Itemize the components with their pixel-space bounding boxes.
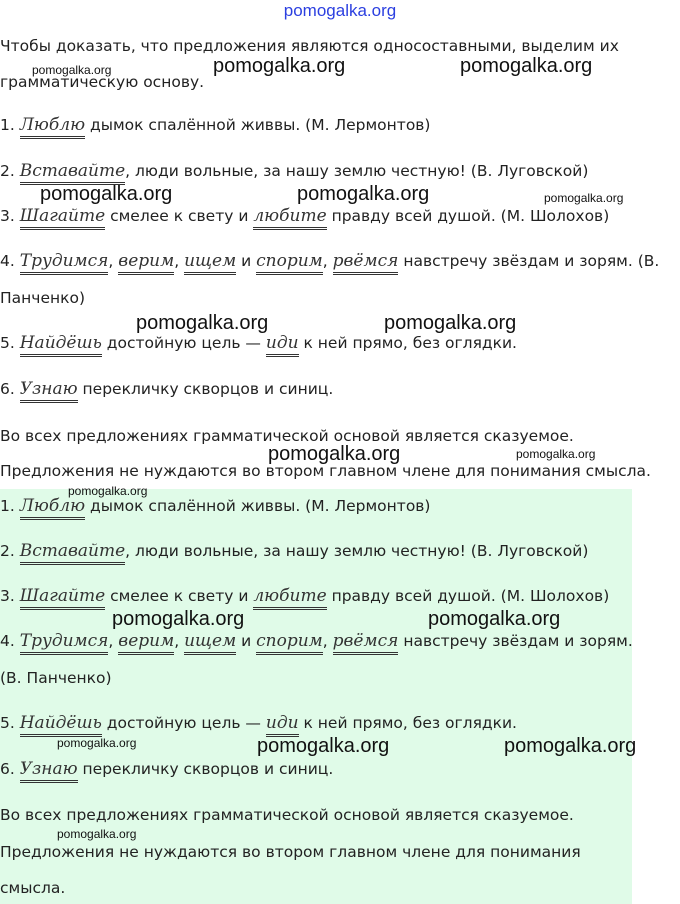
predicate: Трудимся: [20, 251, 109, 275]
comma: ,: [174, 252, 180, 270]
sentence-number: 3.: [0, 207, 15, 225]
watermark: pomogalka.org: [268, 443, 401, 465]
predicate: иди: [266, 713, 299, 737]
watermark: pomogalka.org: [460, 55, 593, 77]
predicate: Найдёшь: [20, 333, 102, 357]
predicate: любите: [253, 586, 326, 610]
predicate: рвёмся: [333, 631, 399, 655]
answer-sentence-5: [0, 713, 517, 733]
watermark: pomogalka.org: [112, 608, 245, 630]
answer-conclusion-line-1: Во всех предложениях грамматической основой является сказуемое.: [0, 806, 574, 824]
watermark: pomogalka.org: [516, 447, 596, 461]
comma: ,: [322, 632, 328, 650]
comma: ,: [174, 632, 180, 650]
sentence-text: к ней прямо, без оглядки.: [303, 714, 517, 732]
comma: ,: [322, 252, 328, 270]
sentence-text: смелее к свету и: [110, 587, 249, 605]
watermark: pomogalka.org: [257, 735, 390, 757]
answer-conclusion-line-2: Предложения не нуждаются во втором главном члене для понимания: [0, 843, 581, 861]
predicate: Узнаю: [20, 759, 78, 783]
sentence-text: достойную цель —: [106, 714, 261, 732]
intro-line-1: Чтобы доказать, что предложения являются односоставными, выделим их: [0, 37, 619, 55]
predicate: Люблю: [20, 496, 85, 520]
sentence-number: 5.: [0, 334, 15, 352]
predicate: Шагайте: [20, 586, 105, 610]
predicate: ищем: [184, 251, 236, 275]
predicate: Вставайте: [20, 161, 125, 185]
answer-sentence-6: [0, 759, 333, 779]
predicate: рвёмся: [333, 251, 399, 275]
sentence-2: [0, 161, 588, 181]
answer-sentence-1: [0, 496, 430, 516]
predicate: любите: [253, 206, 326, 230]
sentence-3: [0, 206, 609, 226]
sentence-number: 5.: [0, 714, 15, 732]
site-header[interactable]: pomogalka.org: [283, 1, 397, 20]
watermark: pomogalka.org: [213, 55, 346, 77]
watermark: pomogalka.org: [504, 735, 637, 757]
sentence-4-continuation: Панченко): [0, 289, 86, 307]
sentence-text: правду всей душой. (М. Шолохов): [331, 587, 610, 605]
comma: ,: [108, 632, 114, 650]
watermark: pomogalka.org: [297, 183, 430, 205]
conclusion-line-2: Предложения не нуждаются во втором главном члене для понимания смысла.: [0, 462, 651, 480]
sentence-text: , люди вольные, за нашу землю честную! (В. Луговской): [125, 162, 589, 180]
sentence-text: навстречу звёздам и зорям. (В.: [403, 252, 660, 270]
sentence-number: 2.: [0, 162, 15, 180]
answer-conclusion-line-3: смысла.: [0, 879, 66, 897]
sentence-5: [0, 333, 517, 353]
watermark: pomogalka.org: [428, 608, 561, 630]
answer-sentence-4: [0, 631, 633, 651]
sentence-number: 1.: [0, 497, 15, 515]
sentence-4: [0, 251, 659, 271]
sentence-number: 1.: [0, 116, 15, 134]
answer-sentence-4-continuation: (В. Панченко): [0, 669, 112, 687]
predicate: ищем: [184, 631, 236, 655]
predicate: верим: [118, 251, 174, 275]
answer-sentence-2: [0, 541, 588, 561]
watermark: pomogalka.org: [384, 312, 517, 334]
sentence-6: [0, 379, 333, 399]
comma: ,: [108, 252, 114, 270]
predicate: верим: [118, 631, 174, 655]
predicate: Люблю: [20, 115, 85, 139]
intro-line-2: грамматическую основу.: [0, 73, 205, 91]
sentence-text: достойную цель —: [106, 334, 261, 352]
sentence-number: 6.: [0, 380, 15, 398]
watermark: pomogalka.org: [57, 827, 137, 841]
conjunction: и: [241, 252, 252, 270]
sentence-text: перекличку скворцов и синиц.: [82, 380, 334, 398]
sentence-text: правду всей душой. (М. Шолохов): [331, 207, 610, 225]
sentence-text: перекличку скворцов и синиц.: [82, 760, 334, 778]
sentence-text: навстречу звёздам и зорям.: [403, 632, 633, 650]
predicate: Шагайте: [20, 206, 105, 230]
predicate: Узнаю: [20, 379, 78, 403]
conjunction: и: [241, 632, 252, 650]
watermark: pomogalka.org: [32, 63, 112, 77]
watermark: pomogalka.org: [40, 183, 173, 205]
watermark: pomogalka.org: [136, 312, 269, 334]
sentence-number: 2.: [0, 542, 15, 560]
predicate: Найдёшь: [20, 713, 102, 737]
sentence-number: 6.: [0, 760, 15, 778]
sentence-number: 4.: [0, 252, 15, 270]
sentence-text: к ней прямо, без оглядки.: [303, 334, 517, 352]
watermark: pomogalka.org: [544, 191, 624, 205]
conclusion-line-1: Во всех предложениях грамматической основой является сказуемое.: [0, 427, 574, 445]
predicate: спорим: [256, 251, 323, 275]
predicate: Трудимся: [20, 631, 109, 655]
sentence-text: , люди вольные, за нашу землю честную! (В. Луговской): [125, 542, 589, 560]
predicate: спорим: [256, 631, 323, 655]
predicate: Вставайте: [20, 541, 125, 565]
sentence-text: смелее к свету и: [110, 207, 249, 225]
predicate: иди: [266, 333, 299, 357]
watermark: pomogalka.org: [57, 736, 137, 750]
watermark: pomogalka.org: [68, 484, 148, 498]
sentence-number: 3.: [0, 587, 15, 605]
sentence-text: дымок спалённой живвы. (М. Лермонтов): [90, 116, 431, 134]
sentence-text: дымок спалённой живвы. (М. Лермонтов): [90, 497, 431, 515]
sentence-number: 4.: [0, 632, 15, 650]
answer-sentence-3: [0, 586, 609, 606]
sentence-1: [0, 115, 430, 135]
